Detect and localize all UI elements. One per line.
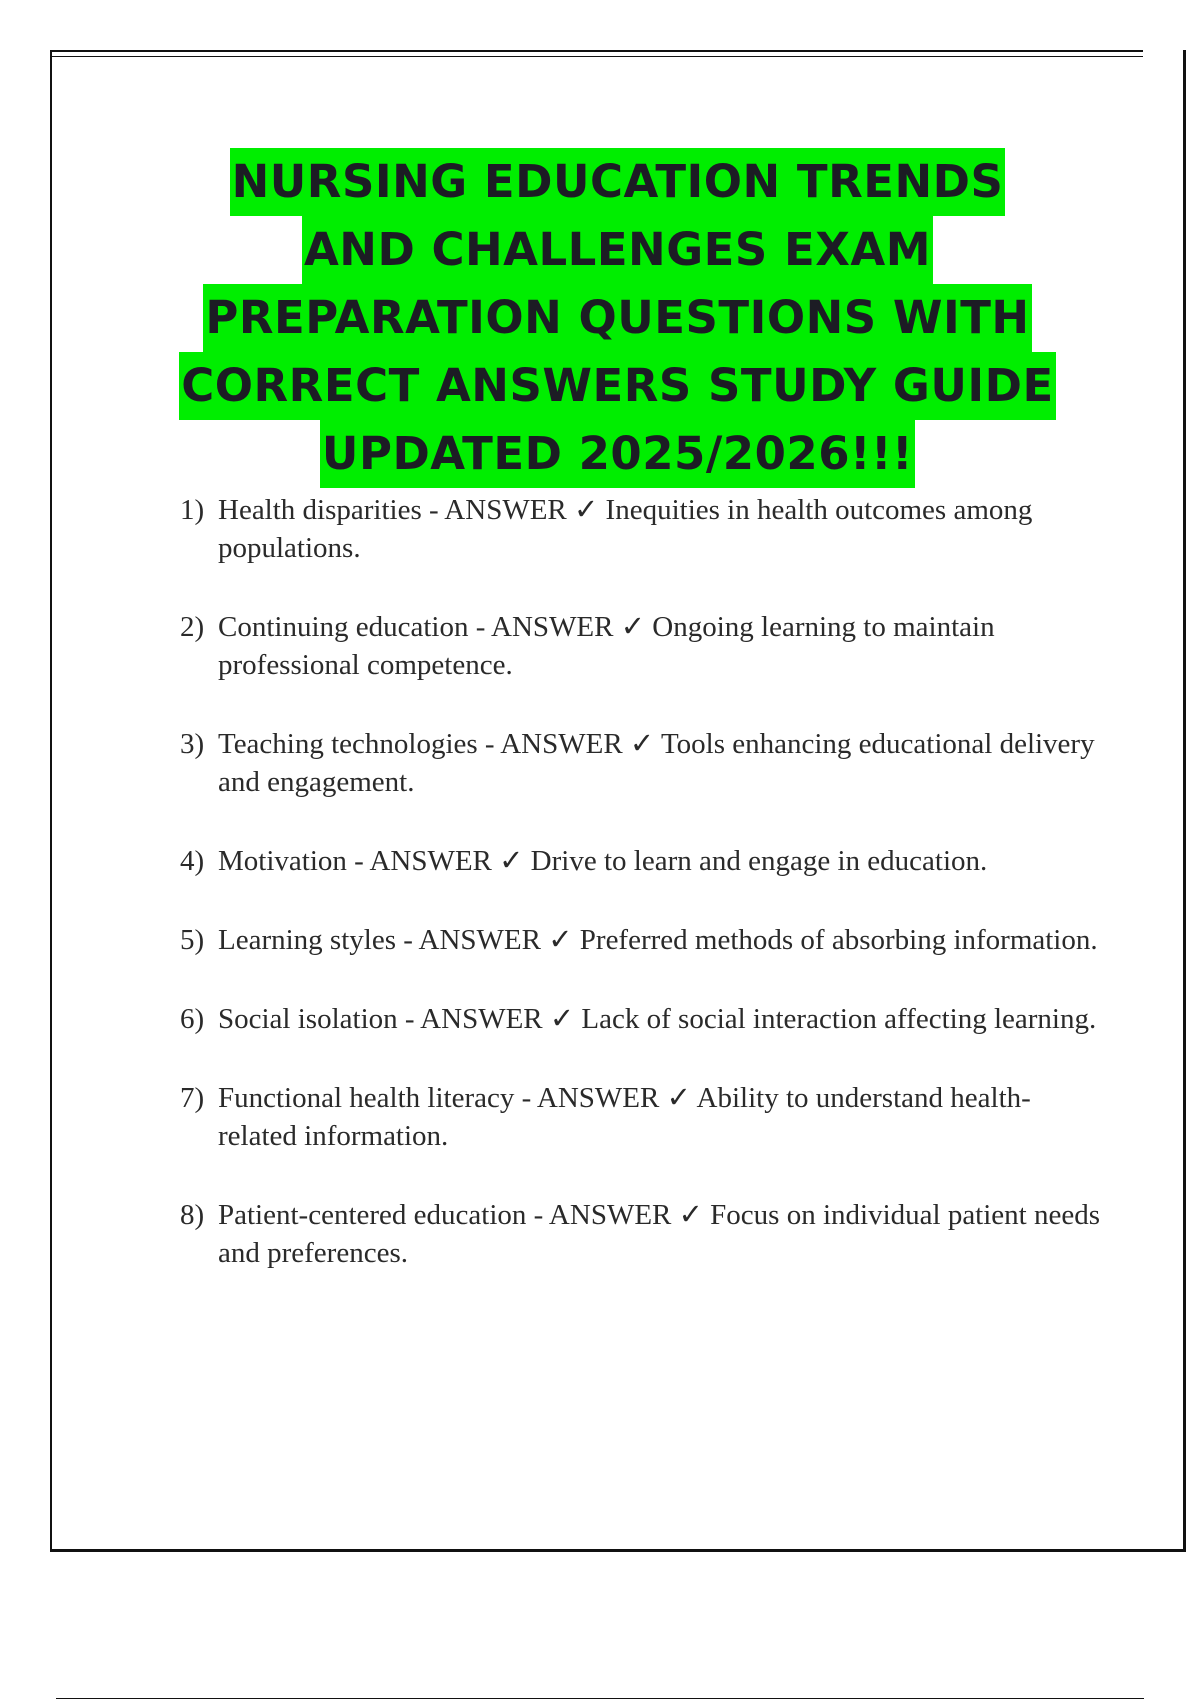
item-number: 3) [180, 728, 205, 760]
item-text: Health disparities - ANSWER ✓ Inequities in health outcomes among populations. [218, 494, 1033, 564]
list-item [180, 921, 1100, 959]
list-item [180, 1079, 1100, 1155]
item-number: 5) [180, 924, 205, 956]
title-line: CORRECT ANSWERS STUDY GUIDE [179, 352, 1056, 420]
title-line: PREPARATION QUESTIONS WITH [203, 284, 1031, 352]
item-text: Motivation - ANSWER ✓ Drive to learn and engage in education. [218, 845, 988, 877]
item-number: 7) [180, 1082, 205, 1114]
item-text: Teaching technologies - ANSWER ✓ Tools enhancing educational delivery and engagement. [218, 728, 1095, 798]
item-number: 2) [180, 611, 205, 643]
item-number: 1) [180, 494, 205, 526]
title-line: AND CHALLENGES EXAM [302, 216, 933, 284]
item-text: Learning styles - ANSWER ✓ Preferred methods of absorbing information. [218, 924, 1098, 956]
list-item [180, 1000, 1100, 1038]
list-item [180, 608, 1100, 684]
title-line: UPDATED 2025/2026!!! [320, 420, 915, 488]
list-item [180, 1196, 1100, 1272]
item-text: Continuing education - ANSWER ✓ Ongoing learning to maintain professional competence. [218, 611, 995, 681]
list-item [180, 491, 1100, 567]
list-item [180, 725, 1100, 801]
list-item [180, 842, 1100, 880]
item-number: 4) [180, 845, 205, 877]
item-text: Patient-centered education - ANSWER ✓ Focus on individual patient needs and preferences. [218, 1199, 1101, 1269]
item-text: Functional health literacy - ANSWER ✓ Ability to understand health-related information. [218, 1082, 1031, 1152]
item-number: 8) [180, 1199, 205, 1231]
document-title [60, 148, 1175, 488]
item-text: Social isolation - ANSWER ✓ Lack of social interaction affecting learning. [218, 1003, 1097, 1035]
title-line: NURSING EDUCATION TRENDS [230, 148, 1006, 216]
bottom-rule [56, 1698, 1144, 1699]
item-number: 6) [180, 1003, 205, 1035]
question-answer-list [180, 491, 1100, 1313]
